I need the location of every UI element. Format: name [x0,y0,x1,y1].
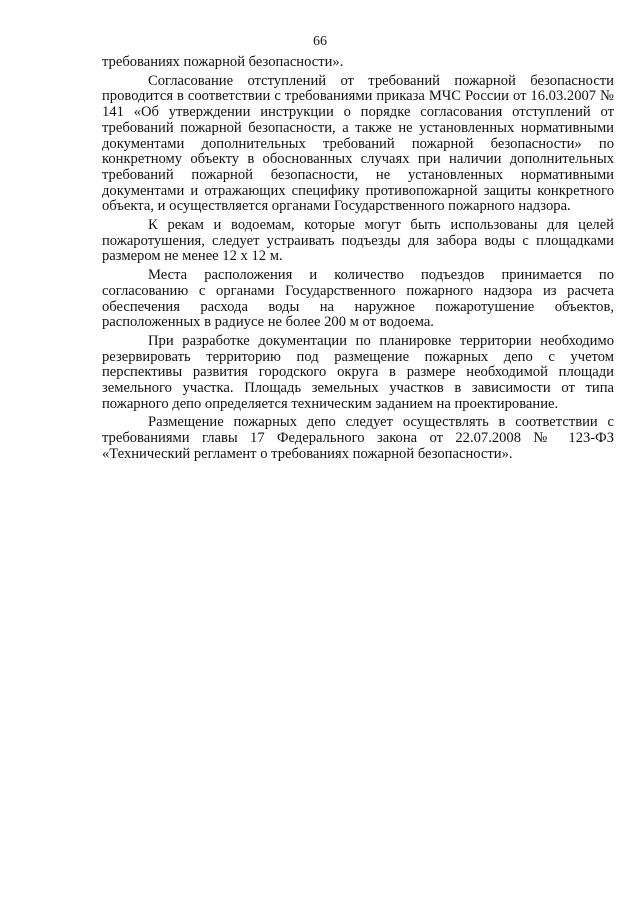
paragraph-deviation-approval: Согласование отступлений от требований пожарной безопасности проводится в соответствии с требованиями приказа МЧС России от 16.03.2007 № 141 «Об утверждении инструкции о порядке согласования отступлений от требований пожарной безопасности, а также не установленных нормативными документами дополнительных требований пожарной безопасности» по конкретному объекту в обоснованных случаях при наличии дополнительных требований пожарной безопасности, не установленных нормативными документами и отражающих специфику противопожарной защиты конкретного объекта, и осуществляется органами Государственного пожарного надзора. [102,72,614,215]
paragraph-water-access: К рекам и водоемам, которые могут быть использованы для целей пожаротушения, следует устраивать подъезды для забора воды с площадками размером не менее 12 х 12 м. [102,217,614,265]
page-number: 66 [313,34,327,49]
paragraph-fire-depot-placement: Размещение пожарных депо следует осуществлять в соответствии с требованиями главы 17 Федерального закона от 22.07.2008 № 123-ФЗ «Технический регламент о требованиях пожарной безопасности». [102,414,614,462]
paragraph-fire-depot-reservation: При разработке документации по планировке территории необходимо резервировать территорию под размещение пожарных депо с учетом перспективы развития городского округа в размере необходимой площади земельного участка. Площадь земельных участков в зависимости от типа пожарного депо определяется техническим заданием на проектирование. [102,332,614,412]
paragraph-continuation: требованиях пожарной безопасности». [102,54,344,70]
body-text [102,55,614,463]
paragraph-access-locations: Места расположения и количество подъездов принимается по согласованию с органами Государственного пожарного надзора из расчета обеспечения расхода воды на наружное пожаротушение объектов, расположенных в радиусе не более 200 м от водоема. [102,267,614,331]
